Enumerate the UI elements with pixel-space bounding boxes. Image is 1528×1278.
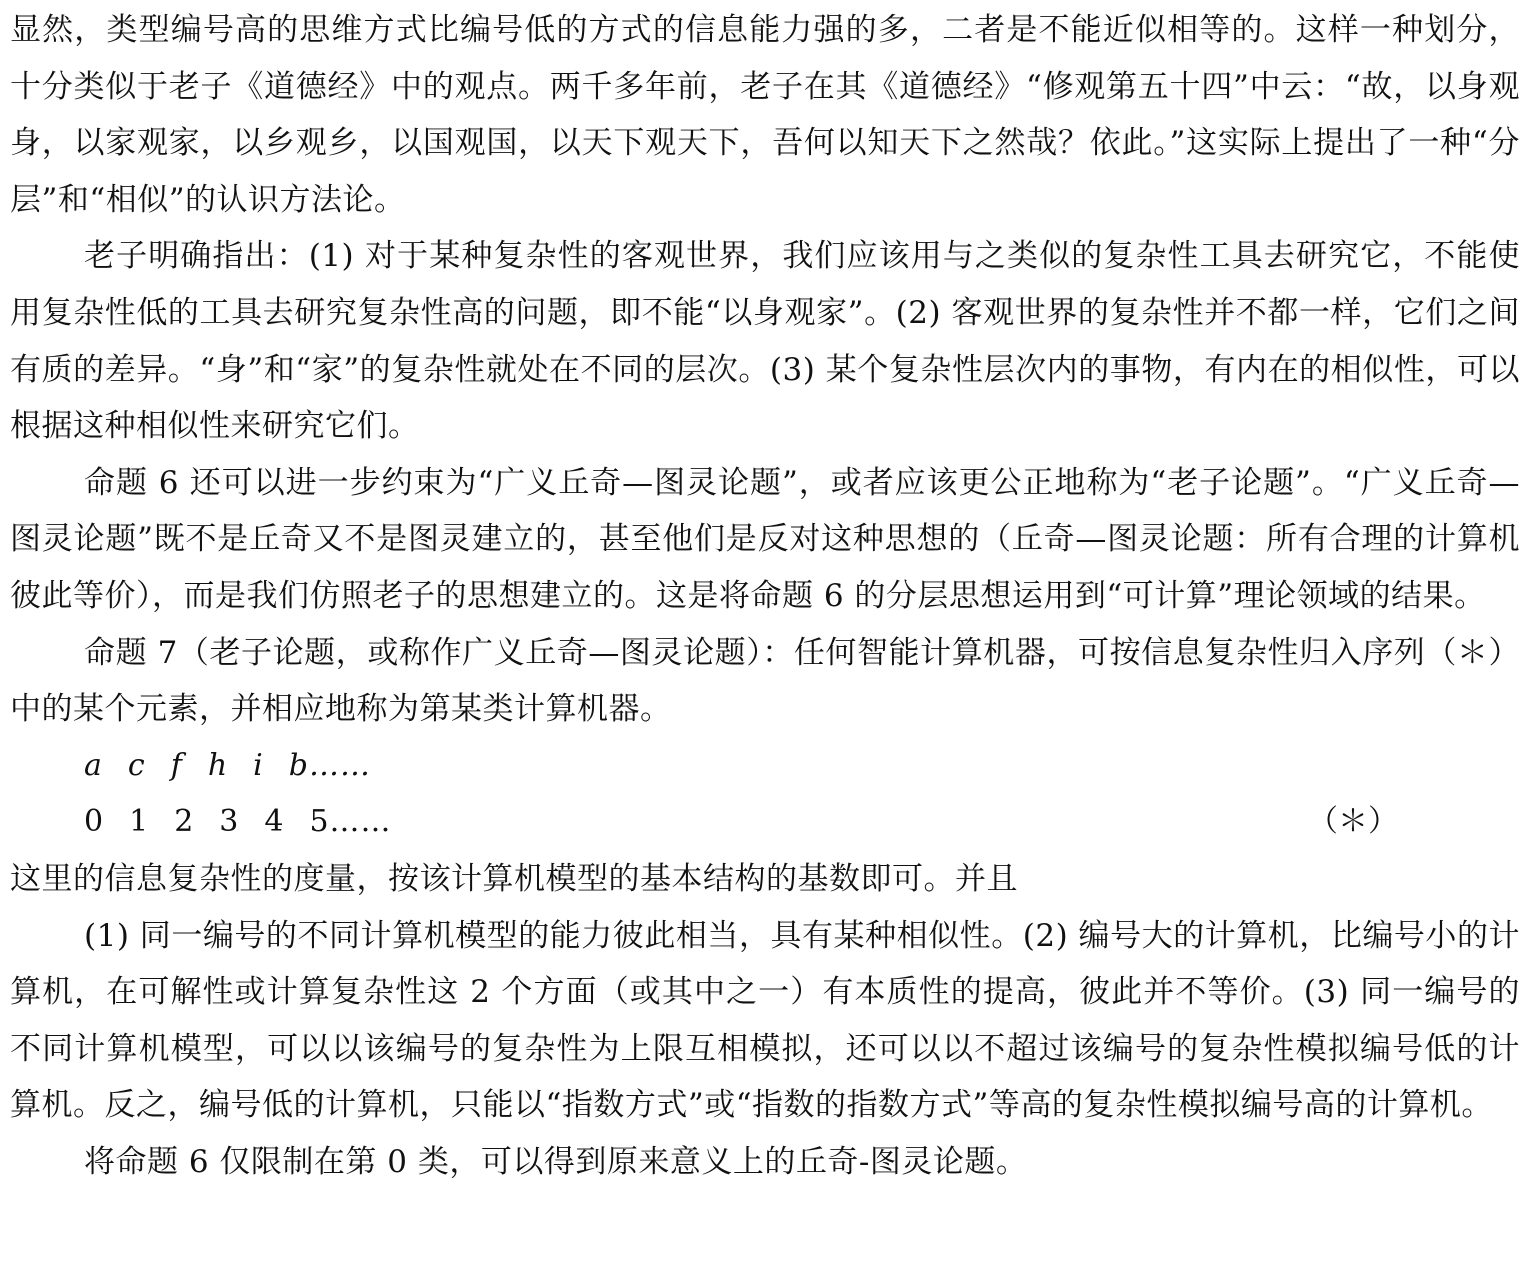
sequence-number: 0 [84,804,104,840]
equation-tag: （＊） [1308,804,1398,840]
sequence-number: 3 [219,804,239,840]
paragraph-church-turing: 将命题 6 仅限制在第 0 类，可以得到原来意义上的丘奇-图灵论题。 [84,1143,1028,1180]
paragraph-proposition-6: 命题 6 还可以进一步约束为“广义丘奇—图灵论题”，或者应该更公正地称为“老子论题”。“广义丘奇—图灵论题”既不是丘奇又不是图灵建立的，甚至他们是反对这种思想的（丘奇—图灵论题：所有合理的计算机彼此等价），而是我们仿照老子的思想建立的。这是将命题 6 的分层思想运用到“可计算”理论领域的结果。 [10,464,1520,614]
sequence-number: 4 [264,804,284,840]
sequence-letter: h [207,747,228,783]
sequence-letter: b…… [288,747,371,783]
sequence-letter: f [170,747,182,783]
sequence-letter: i [253,747,263,783]
sequence-letter: c [127,747,145,783]
sequence-letters-row [10,738,1520,795]
sequence-number: 1 [129,804,149,840]
paragraph-laozi-intro: 显然，类型编号高的思维方式比编号低的方式的信息能力强的多，二者是不能近似相等的。这样一种划分，十分类似于老子《道德经》中的观点。两千多年前，老子在其《道德经》“修观第五十四”中云：“故，以身观身，以家观家，以乡观乡，以国观国，以天下观天下，吾何以知天下之然哉？依此。”这实际上提出了一种“分层”和“相似”的认识方法论。 [10,12,1520,218]
paragraph-complexity-measure: 这里的信息复杂性的度量，按该计算机模型的基本结构的基数即可。并且 [10,860,1018,897]
paragraph-computer-properties: (1) 同一编号的不同计算机模型的能力彼此相当，具有某种相似性。(2) 编号大的计算机，比编号小的计算机，在可解性或计算复杂性这 2 个方面（或其中之一）有本质性的提高，彼此并不等价。(3) 同一编号的不同计算机模型，可以以该编号的复杂性为上限互相模拟，还可以以不超过该编号的复杂性模拟编号低的计算机。反之，编号低的计算机，只能以“指数方式”或“指数的指数方式”等高的复杂性模拟编号高的计算机。 [10,917,1520,1124]
sequence-numbers-row [10,794,1520,851]
sequence-letter: a [84,747,102,783]
paragraph-laozi-points: 老子明确指出：(1) 对于某种复杂性的客观世界，我们应该用与之类似的复杂性工具去研究它，不能使用复杂性低的工具去研究复杂性高的问题，即不能“以身观家”。(2) 客观世界的复杂性并不都一样，它们之间有质的差异。“身”和“家”的复杂性就处在不同的层次。(3) 某个复杂性层次内的事物，有内在的相似性，可以根据这种相似性来研究它们。 [10,238,1520,445]
sequence-number: 5…… [309,804,392,840]
paragraph-proposition-7: 命题 7（老子论题，或称作广义丘奇—图灵论题）：任何智能计算机器，可按信息复杂性归入序列（＊）中的某个元素，并相应地称为第某类计算机器。 [10,634,1520,728]
sequence-number: 2 [174,804,194,840]
